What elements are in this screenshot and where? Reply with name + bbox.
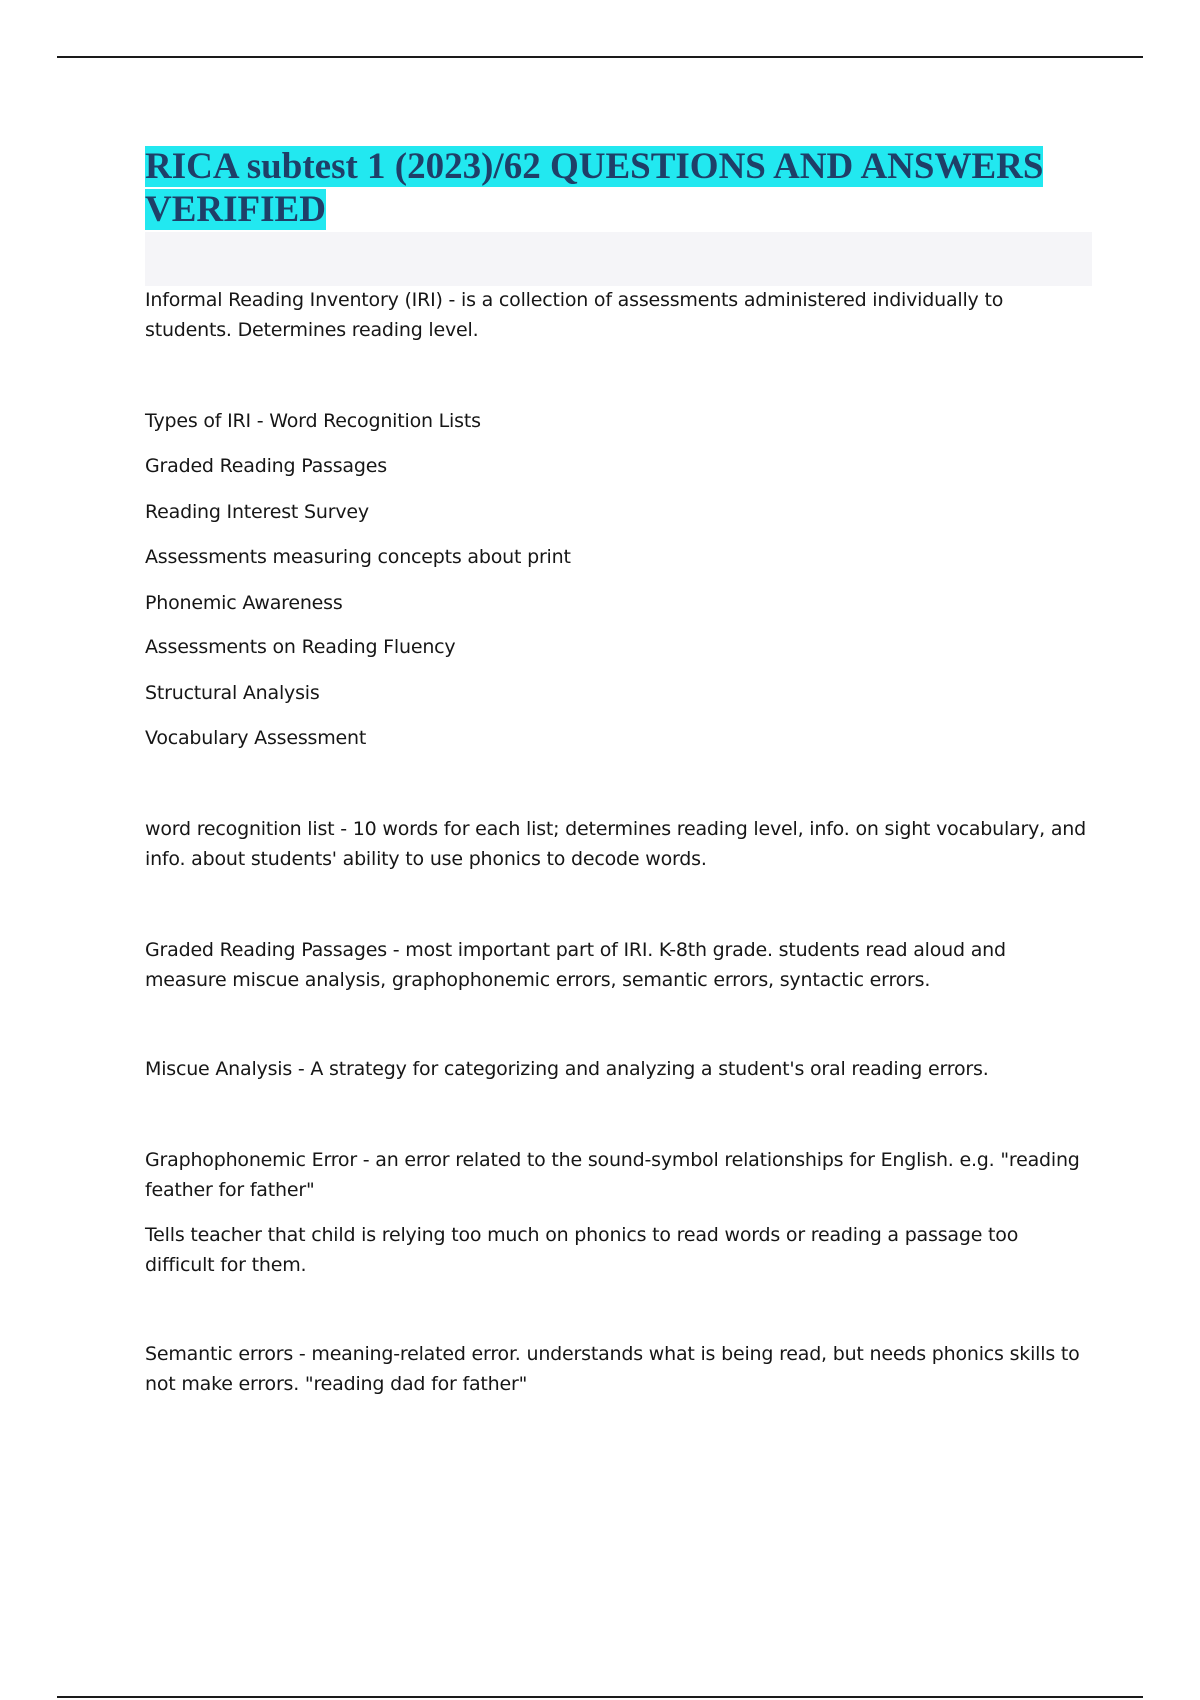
page-title [145,145,1095,231]
bottom-rule [57,1696,1143,1698]
grey-band [145,232,1092,286]
entry-iri-definition: Informal Reading Inventory (IRI) - is a collection of assessments administered individually to students. Determines reading level. [145,289,1004,341]
entry-semantic-errors: Semantic errors - meaning-related error. understands what is being read, but needs phonics skills to not make errors. "reading dad for father" [145,1343,1080,1395]
list-item: Reading Interest Survey [145,501,369,523]
list-item: Assessments on Reading Fluency [145,636,456,658]
list-item: Graded Reading Passages [145,455,387,477]
entry-graphophonemic-error: Graphophonemic Error - an error related to the sound-symbol relationships for English. e.g. "reading feather for father" [145,1149,1080,1201]
entry-graded-reading-passages: Graded Reading Passages - most important part of IRI. K-8th grade. students read aloud and measure miscue analysis, graphophonemic errors, semantic errors, syntactic errors. [145,939,1006,991]
top-rule [57,56,1143,58]
list-item: Vocabulary Assessment [145,727,367,749]
title-highlight: RICA subtest 1 (2023)/62 QUESTIONS AND ANSWERS VERIFIED [145,146,1044,230]
entry-graphophonemic-note: Tells teacher that child is relying too much on phonics to read words or reading a passage too difficult for them. [145,1224,1019,1276]
list-item: Phonemic Awareness [145,592,343,614]
entry-miscue-analysis: Miscue Analysis - A strategy for categorizing and analyzing a student's oral reading errors. [145,1058,989,1080]
list-item: Assessments measuring concepts about print [145,546,571,568]
entry-types-of-iri: Types of IRI - Word Recognition Lists [145,410,481,432]
entry-word-recognition-list: word recognition list - 10 words for each list; determines reading level, info. on sight vocabulary, and info. about students' ability to use phonics to decode words. [145,818,1086,870]
list-item: Structural Analysis [145,682,320,704]
